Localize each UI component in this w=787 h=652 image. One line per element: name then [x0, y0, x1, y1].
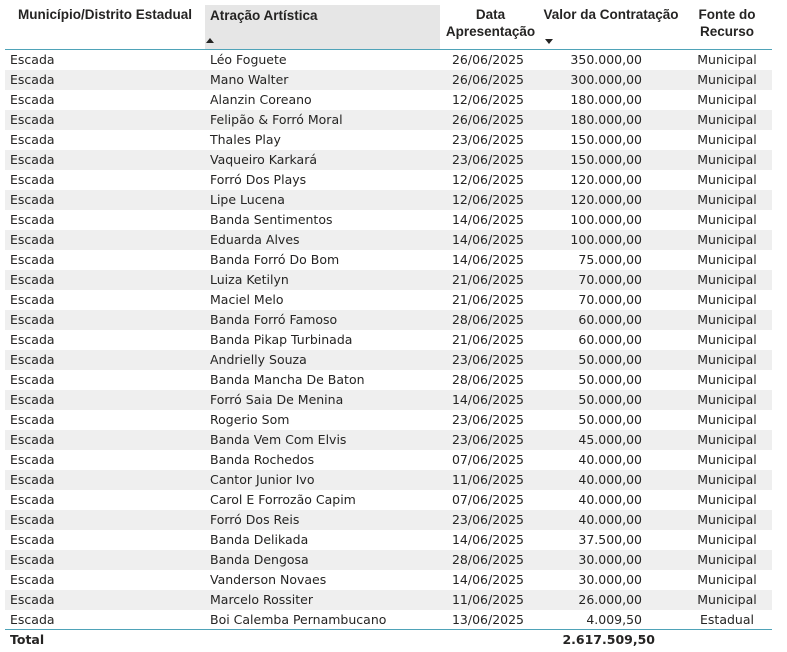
cell-atracao: Vaqueiro Karkará	[210, 152, 318, 167]
cell-municipio: Escada	[10, 512, 55, 527]
cell-atracao: Banda Mancha De Baton	[210, 372, 365, 387]
cell-data: 23/06/2025	[451, 352, 524, 367]
table-row[interactable]	[5, 290, 772, 310]
cell-fonte: Municipal	[697, 532, 757, 547]
cell-municipio: Escada	[10, 292, 55, 307]
total-row	[5, 630, 772, 650]
cell-data: 21/06/2025	[451, 332, 524, 347]
cell-municipio: Escada	[10, 132, 55, 147]
table-row[interactable]	[5, 390, 772, 410]
cell-data: 13/06/2025	[451, 612, 524, 627]
table-row[interactable]	[5, 470, 772, 490]
cell-fonte: Municipal	[697, 452, 757, 467]
cell-municipio: Escada	[10, 312, 55, 327]
cell-data: 26/06/2025	[451, 52, 524, 67]
cell-fonte: Municipal	[697, 132, 757, 147]
cell-fonte: Municipal	[697, 112, 757, 127]
cell-municipio: Escada	[10, 252, 55, 267]
cell-municipio: Escada	[10, 332, 55, 347]
cell-atracao: Lipe Lucena	[210, 192, 285, 207]
cell-valor: 40.000,00	[578, 452, 642, 467]
cell-fonte: Municipal	[697, 592, 757, 607]
cell-fonte: Municipal	[697, 352, 757, 367]
cell-municipio: Escada	[10, 612, 55, 627]
cell-municipio: Escada	[10, 572, 55, 587]
table-row[interactable]	[5, 530, 772, 550]
cell-data: 07/06/2025	[451, 492, 524, 507]
table-row[interactable]	[5, 510, 772, 530]
cell-data: 11/06/2025	[451, 472, 524, 487]
header-fonte-line2: Recurso	[699, 24, 755, 39]
cell-municipio: Escada	[10, 552, 55, 567]
cell-valor: 50.000,00	[578, 392, 642, 407]
cell-fonte: Municipal	[697, 212, 757, 227]
cell-fonte: Municipal	[697, 432, 757, 447]
cell-fonte: Municipal	[697, 472, 757, 487]
cell-data: 14/06/2025	[451, 532, 524, 547]
cell-municipio: Escada	[10, 372, 55, 387]
cell-valor: 100.000,00	[570, 212, 642, 227]
cell-municipio: Escada	[10, 212, 55, 227]
cell-atracao: Eduarda Alves	[210, 232, 300, 247]
table-row[interactable]	[5, 450, 772, 470]
cell-valor: 4.009,50	[586, 612, 642, 627]
cell-municipio: Escada	[10, 112, 55, 127]
header-fonte-line1: Fonte do	[698, 7, 756, 22]
header-data-line2: Apresentação	[445, 24, 536, 39]
cell-valor: 300.000,00	[570, 72, 642, 87]
cell-fonte: Municipal	[697, 412, 757, 427]
cell-municipio: Escada	[10, 172, 55, 187]
cell-fonte: Municipal	[697, 392, 757, 407]
table-row[interactable]	[5, 130, 772, 150]
sort-ascending-icon[interactable]	[206, 38, 214, 43]
cell-valor: 120.000,00	[570, 172, 642, 187]
table-row[interactable]	[5, 90, 772, 110]
cell-valor: 30.000,00	[578, 552, 642, 567]
cell-valor: 50.000,00	[578, 352, 642, 367]
cell-valor: 60.000,00	[578, 332, 642, 347]
cell-fonte: Municipal	[697, 332, 757, 347]
cell-data: 23/06/2025	[451, 412, 524, 427]
table-row[interactable]	[5, 610, 772, 630]
cell-atracao: Carol E Forrozão Capim	[210, 492, 356, 507]
table-row[interactable]	[5, 190, 772, 210]
cell-fonte: Municipal	[697, 52, 757, 67]
table-row[interactable]	[5, 330, 772, 350]
cell-data: 28/06/2025	[451, 552, 524, 567]
cell-fonte: Municipal	[697, 312, 757, 327]
cell-municipio: Escada	[10, 352, 55, 367]
cell-municipio: Escada	[10, 52, 55, 67]
cell-valor: 120.000,00	[570, 192, 642, 207]
table-row[interactable]	[5, 410, 772, 430]
table-row[interactable]	[5, 70, 772, 90]
table-row[interactable]	[5, 310, 772, 330]
cell-fonte: Municipal	[697, 492, 757, 507]
cell-atracao: Rogerio Som	[210, 412, 290, 427]
table-row[interactable]	[5, 210, 772, 230]
table-row[interactable]	[5, 350, 772, 370]
cell-fonte: Municipal	[697, 72, 757, 87]
cell-data: 14/06/2025	[451, 572, 524, 587]
cell-municipio: Escada	[10, 92, 55, 107]
table-row[interactable]	[5, 230, 772, 250]
cell-atracao: Banda Dengosa	[210, 552, 309, 567]
cell-valor: 30.000,00	[578, 572, 642, 587]
cell-atracao: Luiza Ketilyn	[210, 272, 289, 287]
cell-atracao: Boi Calemba Pernambucano	[210, 612, 387, 627]
cell-valor: 150.000,00	[570, 132, 642, 147]
table-row[interactable]	[5, 590, 772, 610]
table-row[interactable]	[5, 110, 772, 130]
cell-valor: 40.000,00	[578, 512, 642, 527]
table-row[interactable]	[5, 370, 772, 390]
table-row[interactable]	[5, 270, 772, 290]
cell-municipio: Escada	[10, 472, 55, 487]
cell-municipio: Escada	[10, 532, 55, 547]
cell-atracao: Forró Dos Plays	[210, 172, 307, 187]
cell-valor: 40.000,00	[578, 472, 642, 487]
cell-data: 26/06/2025	[451, 112, 524, 127]
cell-atracao: Banda Rochedos	[210, 452, 315, 467]
cell-fonte: Municipal	[697, 372, 757, 387]
cell-fonte: Municipal	[697, 552, 757, 567]
cell-data: 28/06/2025	[451, 312, 524, 327]
header-data-apresentacao[interactable]	[441, 6, 540, 40]
cell-data: 12/06/2025	[451, 192, 524, 207]
cell-data: 21/06/2025	[451, 272, 524, 287]
table-row[interactable]	[5, 250, 772, 270]
cell-atracao: Léo Foguete	[210, 52, 287, 67]
table-row[interactable]	[5, 490, 772, 510]
cell-data: 26/06/2025	[451, 72, 524, 87]
cell-municipio: Escada	[10, 392, 55, 407]
cell-municipio: Escada	[10, 152, 55, 167]
header-municipio[interactable]: Município/Distrito Estadual	[18, 7, 193, 22]
cell-valor: 70.000,00	[578, 272, 642, 287]
cell-fonte: Municipal	[697, 152, 757, 167]
total-value: 2.617.509,50	[562, 632, 655, 647]
cell-fonte: Municipal	[697, 252, 757, 267]
cell-data: 14/06/2025	[451, 392, 524, 407]
cell-valor: 180.000,00	[570, 92, 642, 107]
cell-municipio: Escada	[10, 72, 55, 87]
cell-atracao: Felipão & Forró Moral	[210, 112, 343, 127]
table-row[interactable]	[5, 170, 772, 190]
cell-valor: 60.000,00	[578, 312, 642, 327]
cell-valor: 75.000,00	[578, 252, 642, 267]
cell-atracao: Maciel Melo	[210, 292, 284, 307]
cell-municipio: Escada	[10, 272, 55, 287]
cell-data: 14/06/2025	[451, 252, 524, 267]
cell-atracao: Forró Dos Reis	[210, 512, 300, 527]
cell-municipio: Escada	[10, 592, 55, 607]
cell-atracao: Vanderson Novaes	[210, 572, 327, 587]
cell-atracao: Banda Forró Famoso	[210, 312, 338, 327]
cell-atracao: Thales Play	[210, 132, 281, 147]
cell-data: 07/06/2025	[451, 452, 524, 467]
cell-valor: 70.000,00	[578, 292, 642, 307]
cell-data: 14/06/2025	[451, 212, 524, 227]
table-row[interactable]	[5, 570, 772, 590]
cell-atracao: Mano Walter	[210, 72, 289, 87]
cell-fonte: Municipal	[697, 572, 757, 587]
cell-fonte: Municipal	[697, 272, 757, 287]
cell-municipio: Escada	[10, 192, 55, 207]
cell-data: 23/06/2025	[451, 512, 524, 527]
cell-atracao: Andrielly Souza	[210, 352, 307, 367]
cell-data: 21/06/2025	[451, 292, 524, 307]
cell-municipio: Escada	[10, 452, 55, 467]
cell-atracao: Banda Pikap Turbinada	[210, 332, 353, 347]
header-fonte-recurso[interactable]	[682, 6, 772, 40]
cell-valor: 26.000,00	[578, 592, 642, 607]
cell-data: 12/06/2025	[451, 92, 524, 107]
cell-data: 11/06/2025	[451, 592, 524, 607]
cell-atracao: Banda Sentimentos	[210, 212, 333, 227]
cell-valor: 50.000,00	[578, 412, 642, 427]
header-valor[interactable]: Valor da Contratação	[543, 7, 679, 22]
cell-data: 28/06/2025	[451, 372, 524, 387]
total-label: Total	[10, 632, 45, 647]
cell-data: 14/06/2025	[451, 232, 524, 247]
cell-atracao: Alanzin Coreano	[210, 92, 312, 107]
cell-data: 12/06/2025	[451, 172, 524, 187]
cell-valor: 180.000,00	[570, 112, 642, 127]
cell-fonte: Estadual	[700, 612, 754, 627]
cell-atracao: Banda Vem Com Elvis	[210, 432, 347, 447]
table-row[interactable]	[5, 150, 772, 170]
cell-municipio: Escada	[10, 412, 55, 427]
cell-data: 23/06/2025	[451, 432, 524, 447]
cell-atracao: Marcelo Rossiter	[210, 592, 313, 607]
cell-municipio: Escada	[10, 492, 55, 507]
cell-valor: 45.000,00	[578, 432, 642, 447]
cell-atracao: Forró Saia De Menina	[210, 392, 344, 407]
cell-valor: 150.000,00	[570, 152, 642, 167]
cell-fonte: Municipal	[697, 192, 757, 207]
cell-valor: 37.500,00	[578, 532, 642, 547]
cell-atracao: Banda Forró Do Bom	[210, 252, 340, 267]
table-row[interactable]	[5, 430, 772, 450]
cell-fonte: Municipal	[697, 512, 757, 527]
cell-valor: 350.000,00	[570, 52, 642, 67]
sort-descending-icon[interactable]	[545, 39, 553, 44]
cell-municipio: Escada	[10, 232, 55, 247]
cell-fonte: Municipal	[697, 172, 757, 187]
header-atracao[interactable]: Atração Artística	[205, 5, 440, 49]
header-data-line1: Data	[475, 7, 506, 22]
table-row[interactable]	[5, 50, 772, 70]
table-header	[0, 0, 787, 50]
cell-valor: 40.000,00	[578, 492, 642, 507]
cell-municipio: Escada	[10, 432, 55, 447]
cell-valor: 100.000,00	[570, 232, 642, 247]
cell-fonte: Municipal	[697, 92, 757, 107]
cell-data: 23/06/2025	[451, 132, 524, 147]
cell-valor: 50.000,00	[578, 372, 642, 387]
cell-data: 23/06/2025	[451, 152, 524, 167]
table-body	[5, 50, 772, 630]
table-row[interactable]	[5, 550, 772, 570]
cell-atracao: Banda Delikada	[210, 532, 309, 547]
cell-fonte: Municipal	[697, 232, 757, 247]
cell-atracao: Cantor Junior Ivo	[210, 472, 315, 487]
cell-fonte: Municipal	[697, 292, 757, 307]
